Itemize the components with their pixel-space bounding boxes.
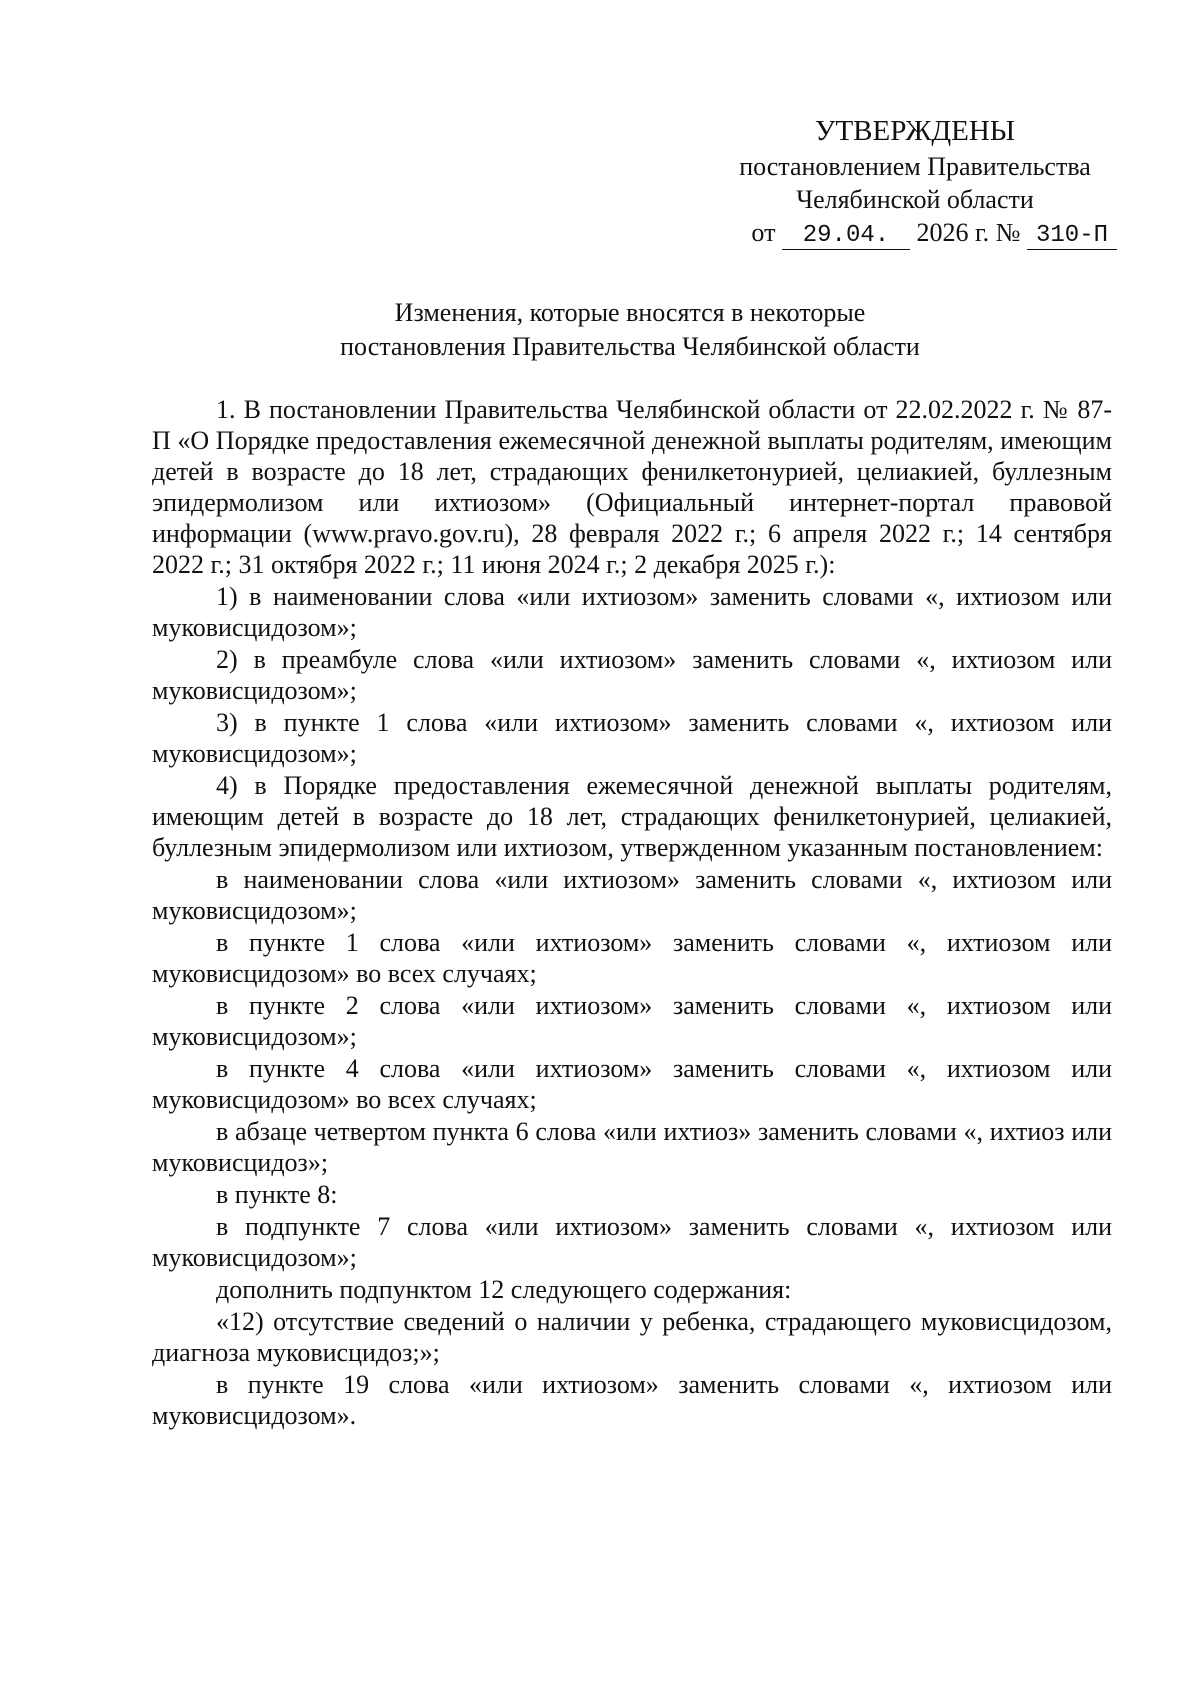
approval-line-1: постановлением Правительства: [739, 152, 1091, 181]
handwritten-number: 310-П: [1027, 223, 1117, 250]
title-line-1: Изменения, которые вносятся в некоторые: [394, 298, 866, 327]
paragraph: в подпункте 7 слова «или ихтиозом» заменить словами «, ихтиозом или муковисцидозом»;: [152, 1212, 1112, 1272]
approval-reference-line: [700, 216, 1130, 250]
document-body: [152, 394, 1112, 1431]
approval-line-2: Челябинской области: [796, 185, 1034, 214]
title-line-2: постановления Правительства Челябинской области: [340, 332, 920, 361]
paragraph: в пункте 2 слова «или ихтиозом» заменить словами «, ихтиозом или муковисцидозом»;: [152, 991, 1112, 1051]
approval-stamp-block: [700, 112, 1130, 250]
paragraph: 4) в Порядке предоставления ежемесячной денежной выплаты родителям, имеющим детей в возрасте до 18 лет, страдающих фенилкетонурией, целиакией, буллезным эпидермолизом или ихтиозом, утвержденном указанным постановлением:: [152, 771, 1112, 862]
paragraph: в пункте 19 слова «или ихтиозом» заменить словами «, ихтиозом или муковисцидозом».: [152, 1370, 1112, 1430]
paragraph: «12) отсутствие сведений о наличии у ребенка, страдающего муковисцидозом, диагноза муковисцидоз;»;: [152, 1307, 1112, 1367]
paragraph: 1. В постановлении Правительства Челябинской области от 22.02.2022 г. № 87-П «О Порядке предоставления ежемесячной денежной выплаты родителям, имеющим детей в возрасте до 18 лет, страдающих фенилкетонурией, целиакией, буллезным эпидермолизом или ихтиозом» (Официальный интернет-портал правовой информации (www.pravo.gov.ru), 28 февраля 2022 г.; 6 апреля 2022 г.; 14 сентября 2022 г.; 31 октября 2022 г.; 11 июня 2024 г.; 2 декабря 2025 г.):: [152, 395, 1112, 579]
approved-heading: УТВЕРЖДЕНЫ: [814, 115, 1016, 147]
paragraph: 2) в преамбуле слова «или ихтиозом» заменить словами «, ихтиозом или муковисцидозом»;: [152, 645, 1112, 705]
paragraph: в пункте 4 слова «или ихтиозом» заменить словами «, ихтиозом или муковисцидозом» во всех случаях;: [152, 1054, 1112, 1114]
paragraph: 3) в пункте 1 слова «или ихтиозом» заменить словами «, ихтиозом или муковисцидозом»;: [152, 708, 1112, 768]
year-text: 2026 г. №: [916, 218, 1021, 247]
paragraph: в пункте 8:: [216, 1180, 338, 1209]
paragraph: в пункте 1 слова «или ихтиозом» заменить словами «, ихтиозом или муковисцидозом» во всех случаях;: [152, 928, 1112, 988]
paragraph: в абзаце четвертом пункта 6 слова «или ихтиоз» заменить словами «, ихтиоз или муковисцидоз»;: [152, 1117, 1112, 1177]
date-prefix: от: [751, 218, 776, 247]
paragraph: в наименовании слова «или ихтиозом» заменить словами «, ихтиозом или муковисцидозом»;: [152, 865, 1112, 925]
paragraph: 1) в наименовании слова «или ихтиозом» заменить словами «, ихтиозом или муковисцидозом»;: [152, 582, 1112, 642]
paragraph: дополнить подпунктом 12 следующего содержания:: [216, 1275, 792, 1304]
document-title: [150, 296, 1110, 364]
handwritten-date: 29.04.: [782, 223, 910, 250]
